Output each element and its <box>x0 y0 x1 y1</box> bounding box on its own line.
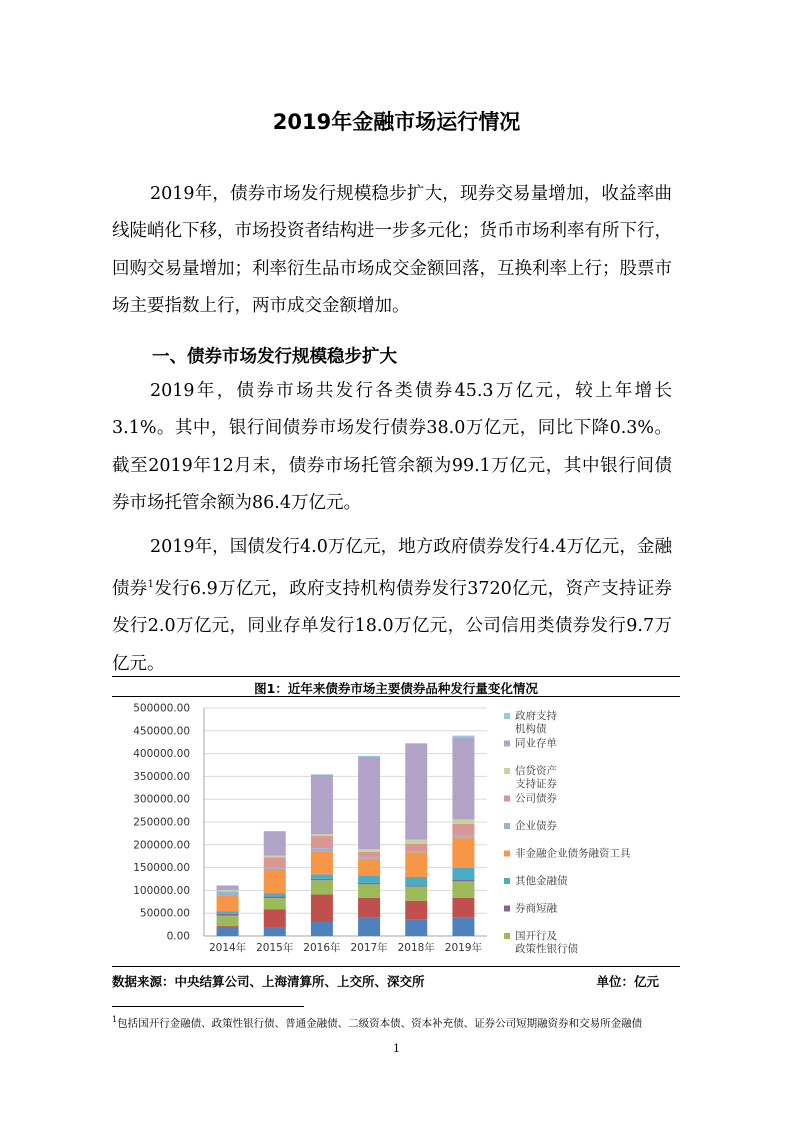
bar-segment <box>264 868 286 869</box>
legend-label <box>515 847 631 860</box>
bar-segment <box>358 898 380 918</box>
x-tick-label: 2015年 <box>256 942 294 954</box>
y-tick-label: 50000.00 <box>139 907 190 920</box>
bar-segment <box>311 774 333 775</box>
bar-segment <box>405 877 427 885</box>
bar-segment <box>311 836 333 848</box>
section-heading: 一、债券市场发行规模稳步扩大 <box>152 347 397 367</box>
bar-segment <box>358 859 380 876</box>
bar-segment <box>358 852 380 857</box>
bar-segment <box>217 914 239 916</box>
legend-label-line: 国开行及 <box>515 930 557 942</box>
legend-swatch <box>504 851 510 857</box>
legend-label-line: 政府支持 <box>515 710 557 722</box>
legend-label-line: 企业债券 <box>515 820 557 832</box>
unit-label: 单位：亿元 <box>596 974 659 989</box>
x-tick-label: 2019年 <box>444 942 483 954</box>
bar-segment <box>264 910 286 928</box>
bond-issuance-paragraph <box>112 373 672 522</box>
y-tick-label: 400000.00 <box>133 748 190 761</box>
bar-segment <box>311 874 333 879</box>
bar-segment <box>405 840 427 844</box>
legend-label-line: 信贷资产 <box>515 765 557 777</box>
legend-label <box>515 930 578 955</box>
bar-segment <box>405 901 427 920</box>
bar-segment <box>217 885 239 886</box>
bond-type-text-a: 2019年，国债发行4.0万亿元，地方政府债券发行4.4万亿元，金融债券 <box>112 537 672 600</box>
legend-label-line: 同业存单 <box>515 737 557 750</box>
data-source: 数据来源：中央结算公司、上海清算所、上交所、深交所 <box>112 974 425 989</box>
bar-segment <box>405 920 427 936</box>
bar-segment <box>217 892 239 895</box>
legend-label <box>515 874 568 887</box>
legend-label-line: 其他金融债 <box>515 875 568 887</box>
x-tick-label: 2014年 <box>208 942 247 954</box>
bar-segment <box>264 893 286 896</box>
footnote-rule <box>112 1006 304 1007</box>
y-tick-label: 450000.00 <box>133 725 190 738</box>
legend-swatch <box>504 906 510 912</box>
footnote-ref: 1 <box>147 579 154 591</box>
bar-segment <box>405 851 427 852</box>
bar-segment <box>311 834 333 836</box>
bar-segment <box>264 869 286 893</box>
bar-segment <box>217 895 239 911</box>
bar-segment <box>264 832 286 856</box>
bar-segment <box>452 918 474 936</box>
x-tick-label: 2016年 <box>303 942 341 954</box>
y-tick-label: 0.00 <box>166 930 190 943</box>
bar-segment <box>311 922 333 936</box>
bar-segment <box>311 880 333 894</box>
bar-segment <box>452 898 474 918</box>
page-number: 1 <box>393 1042 400 1055</box>
bar-segment <box>217 912 239 914</box>
bar-segment <box>264 858 286 868</box>
bar-segment <box>264 898 286 909</box>
bar-segment <box>264 927 286 936</box>
legend-label-line: 公司债券 <box>515 792 557 805</box>
intro-text: 2019年，债券市场发行规模稳步扩大，现券交易量增加，收益率曲线陡峭化下移，市场投资者结构进一步多元化；货币市场利率有所下行，回购交易量增加；利率衍生品市场成交金额回落，互换利率上行；股票市场主要指数上行，两市成交金额增加。 <box>112 184 672 316</box>
legend-swatch <box>504 933 510 939</box>
bar-segment <box>452 736 474 738</box>
intro-paragraph <box>112 176 672 325</box>
bar-segment <box>311 775 333 834</box>
legend-label <box>515 764 557 790</box>
bar-segment <box>405 844 427 852</box>
figure-title: 图1：近年来债券市场主要债券品种发行量变化情况 <box>254 681 538 696</box>
bar-segment <box>405 743 427 744</box>
y-tick-label: 350000.00 <box>133 770 190 783</box>
legend-label <box>515 709 557 735</box>
bar-segment <box>405 887 427 901</box>
bar-segment <box>217 928 239 936</box>
bar-segment <box>264 896 286 898</box>
bar-segment <box>311 851 333 874</box>
bar-segment <box>217 886 239 890</box>
bar-segment <box>405 744 427 840</box>
bar-segment <box>217 916 239 926</box>
bar-segment <box>311 894 333 922</box>
bar-segment <box>311 848 333 851</box>
y-tick-label: 250000.00 <box>133 816 190 829</box>
legend-label-line: 机构债 <box>515 723 547 735</box>
bond-issuance-text: 2019年，债券市场共发行各类债券45.3万亿元，较上年增长3.1%。其中，银行间债券市场发行债券38.0万亿元，同比下降0.3%。截至2019年12月末，债券市场托管余额为99.1万亿元，其中银行间债券市场托管余额为86.4万亿元。 <box>112 381 672 513</box>
figure-bottom-rule <box>112 966 680 967</box>
legend-swatch <box>504 768 510 774</box>
bar-segment <box>358 884 380 898</box>
bar-segment <box>358 757 380 849</box>
bar-segment <box>405 885 427 886</box>
bar-segment <box>217 890 239 891</box>
legend-swatch <box>504 878 510 884</box>
figure-top-rule <box>112 676 680 677</box>
y-tick-label: 200000.00 <box>133 839 190 852</box>
legend-label-line: 支持证券 <box>515 778 557 790</box>
bar-segment <box>452 881 474 897</box>
stacked-bar-chart <box>112 697 680 959</box>
legend-label-line: 券商短融 <box>515 902 557 915</box>
bar-segment <box>358 883 380 884</box>
x-tick-label: 2018年 <box>397 942 435 954</box>
bar-segment <box>311 879 333 880</box>
legend-swatch <box>504 823 510 829</box>
legend-label <box>515 737 557 750</box>
bond-type-text-b: 发行6.9万亿元，政府支持机构债券发行3720亿元，资产支持证券发行2.0万亿元，同业存单发行18.0万亿元，公司信用类债券发行9.7万亿元。 <box>112 579 672 674</box>
bar-segment <box>452 737 474 819</box>
y-tick-label: 100000.00 <box>133 884 190 897</box>
bar-segment <box>452 819 474 824</box>
bar-segment <box>358 876 380 883</box>
legend-swatch <box>504 741 510 747</box>
legend-label-line: 非金融企业债务融资工具 <box>515 847 631 860</box>
x-tick-label: 2017年 <box>350 942 388 954</box>
bar-segment <box>358 849 380 852</box>
legend-label <box>515 819 557 832</box>
bar-segment <box>452 868 474 880</box>
legend-label <box>515 902 557 915</box>
legend-label <box>515 792 557 805</box>
legend-label-line: 政策性银行债 <box>515 943 578 955</box>
y-tick-label: 150000.00 <box>133 862 190 875</box>
bar-segment <box>358 756 380 757</box>
legend-swatch <box>504 713 510 719</box>
y-tick-label: 300000.00 <box>133 793 190 806</box>
bar-segment <box>452 880 474 881</box>
bar-segment <box>452 837 474 868</box>
footnote-mark: 1 <box>112 1015 118 1024</box>
bar-segment <box>358 918 380 936</box>
bar-segment <box>452 824 474 835</box>
legend-swatch <box>504 796 510 802</box>
bond-type-paragraph <box>112 529 672 683</box>
bar-segment <box>452 835 474 837</box>
footnote <box>112 1011 677 1033</box>
y-tick-label: 500000.00 <box>133 702 190 715</box>
bar-segment <box>358 857 380 859</box>
bar-segment <box>405 852 427 877</box>
bar-segment <box>264 856 286 858</box>
page-title: 2019年金融市场运行情况 <box>272 110 521 134</box>
footnote-text: 包括国开行金融债、政策性银行债、普通金融债、二级资本债、资本补充债、证券公司短期融资券和交易所金融债 <box>117 1017 643 1030</box>
bar-segment <box>217 926 239 928</box>
